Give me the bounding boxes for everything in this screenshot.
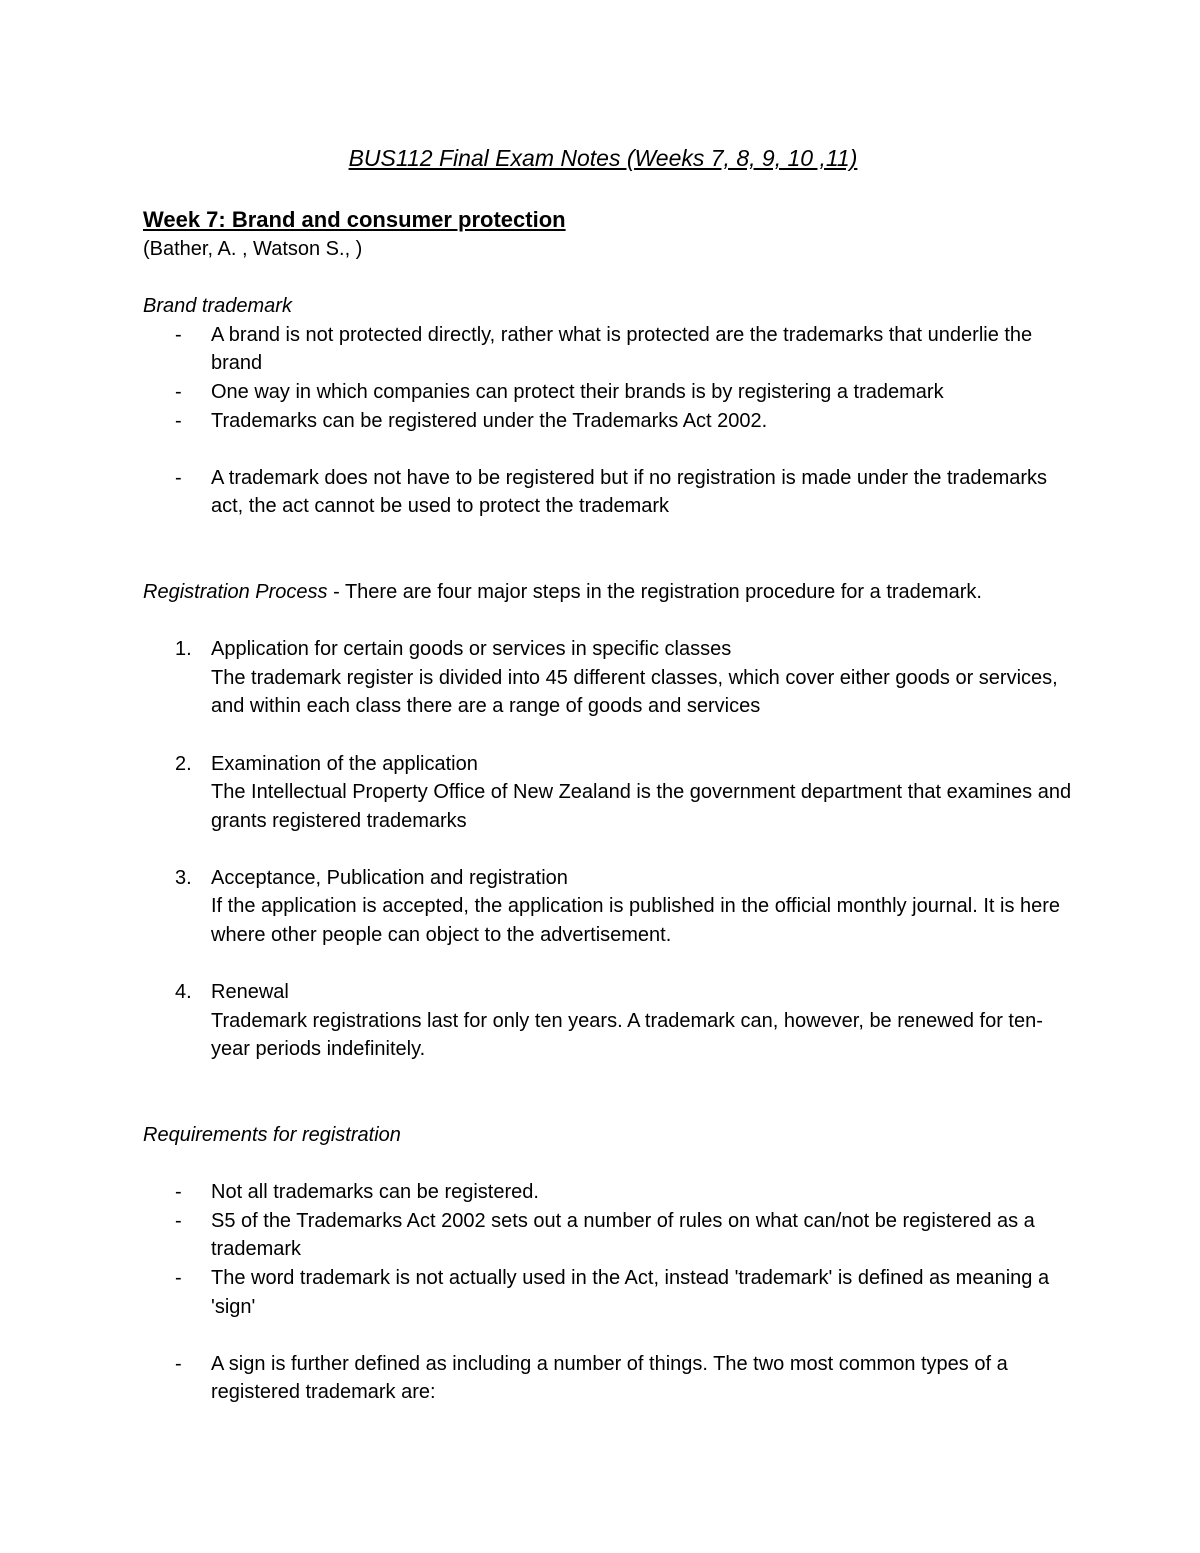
spacer <box>143 521 1073 578</box>
list-item <box>143 321 1073 378</box>
list-item-text: A sign is further defined as including a number of things. The two most common types of a registered trademark are: <box>211 1352 1008 1404</box>
step-heading: Application for certain goods or services in specific classes <box>211 638 732 661</box>
step-number: 4. <box>175 981 192 1004</box>
step-item <box>143 864 1073 950</box>
step-detail: The trademark register is divided into 45 different classes, which cover either goods or services, and within each class there are a range of goods and services <box>211 666 1058 718</box>
dash-marker: - <box>175 466 182 489</box>
step-item <box>143 635 1073 721</box>
list-item <box>143 378 1073 407</box>
step-detail: The Intellectual Property Office of New Zealand is the government department that examines and grants registered trademarks <box>211 781 1072 832</box>
step-number: 2. <box>175 752 192 775</box>
document-page <box>143 140 1073 1407</box>
brand-trademark-list <box>143 321 1073 435</box>
spacer <box>143 1321 1073 1350</box>
authors-line: (Bather, A. , Watson S., ) <box>143 238 363 260</box>
dash-marker: - <box>175 380 182 403</box>
spacer <box>143 435 1073 464</box>
list-item-text: The word trademark is not actually used in the Act, instead 'trademark' is defined as meaning a 'sign' <box>211 1267 1050 1318</box>
dash-marker: - <box>175 1181 182 1204</box>
step-detail: Trademark registrations last for only ten years. A trademark can, however, be renewed for ten-year periods indefinitely. <box>211 1009 1043 1061</box>
requirements-title: Requirements for registration <box>143 1124 401 1147</box>
requirements-list-2 <box>143 1350 1073 1407</box>
list-item <box>143 1350 1073 1407</box>
list-item <box>143 464 1073 521</box>
spacer <box>143 607 1073 636</box>
list-item <box>143 1207 1073 1264</box>
list-item-text: Trademarks can be registered under the Trademarks Act 2002. <box>211 409 768 432</box>
list-item-text: A trademark does not have to be registered but if no registration is made under the trademarks act, the act cannot be used to protect the trademark <box>211 466 1048 518</box>
list-item-text: S5 of the Trademarks Act 2002 sets out a number of rules on what can/not be registered as a trademark <box>211 1209 1035 1261</box>
registration-steps-list <box>143 635 1073 1064</box>
list-item <box>143 407 1073 436</box>
step-heading: Examination of the application <box>211 752 478 775</box>
brand-trademark-title: Brand trademark <box>143 295 292 318</box>
list-item <box>143 1178 1073 1207</box>
spacer <box>143 835 1073 864</box>
step-detail: If the application is accepted, the application is published in the official monthly journal. It is here where other people can object to the advertisement. <box>211 895 1061 947</box>
step-heading: Renewal <box>211 981 289 1004</box>
registration-process-title: Registration Process <box>143 580 328 603</box>
spacer <box>143 950 1073 979</box>
dash-marker: - <box>175 323 182 346</box>
list-item <box>143 1264 1073 1321</box>
step-heading: Acceptance, Publication and registration <box>211 866 568 889</box>
dash-marker: - <box>175 1352 182 1375</box>
dash-marker: - <box>175 409 182 432</box>
spacer <box>143 1150 1073 1179</box>
week-7-heading: Week 7: Brand and consumer protection <box>143 207 566 232</box>
list-item-text: Not all trademarks can be registered. <box>211 1181 539 1204</box>
spacer <box>143 1064 1073 1121</box>
requirements-list <box>143 1178 1073 1321</box>
step-number: 3. <box>175 866 192 889</box>
dash-marker: - <box>175 1267 182 1289</box>
step-item <box>143 750 1073 836</box>
step-item <box>143 978 1073 1064</box>
brand-trademark-list-2 <box>143 464 1073 521</box>
list-item-text: A brand is not protected directly, rather what is protected are the trademarks that underlie the brand <box>211 323 1033 375</box>
registration-process-line <box>143 578 1073 607</box>
step-number: 1. <box>175 638 192 661</box>
list-item-text: One way in which companies can protect their brands is by registering a trademark <box>211 380 944 403</box>
registration-process-intro: - There are four major steps in the registration procedure for a trademark. <box>327 580 982 603</box>
document-title: BUS112 Final Exam Notes (Weeks 7, 8, 9, 10 ,11) <box>348 145 858 171</box>
spacer <box>143 264 1073 293</box>
spacer <box>143 721 1073 750</box>
dash-marker: - <box>175 1209 182 1232</box>
